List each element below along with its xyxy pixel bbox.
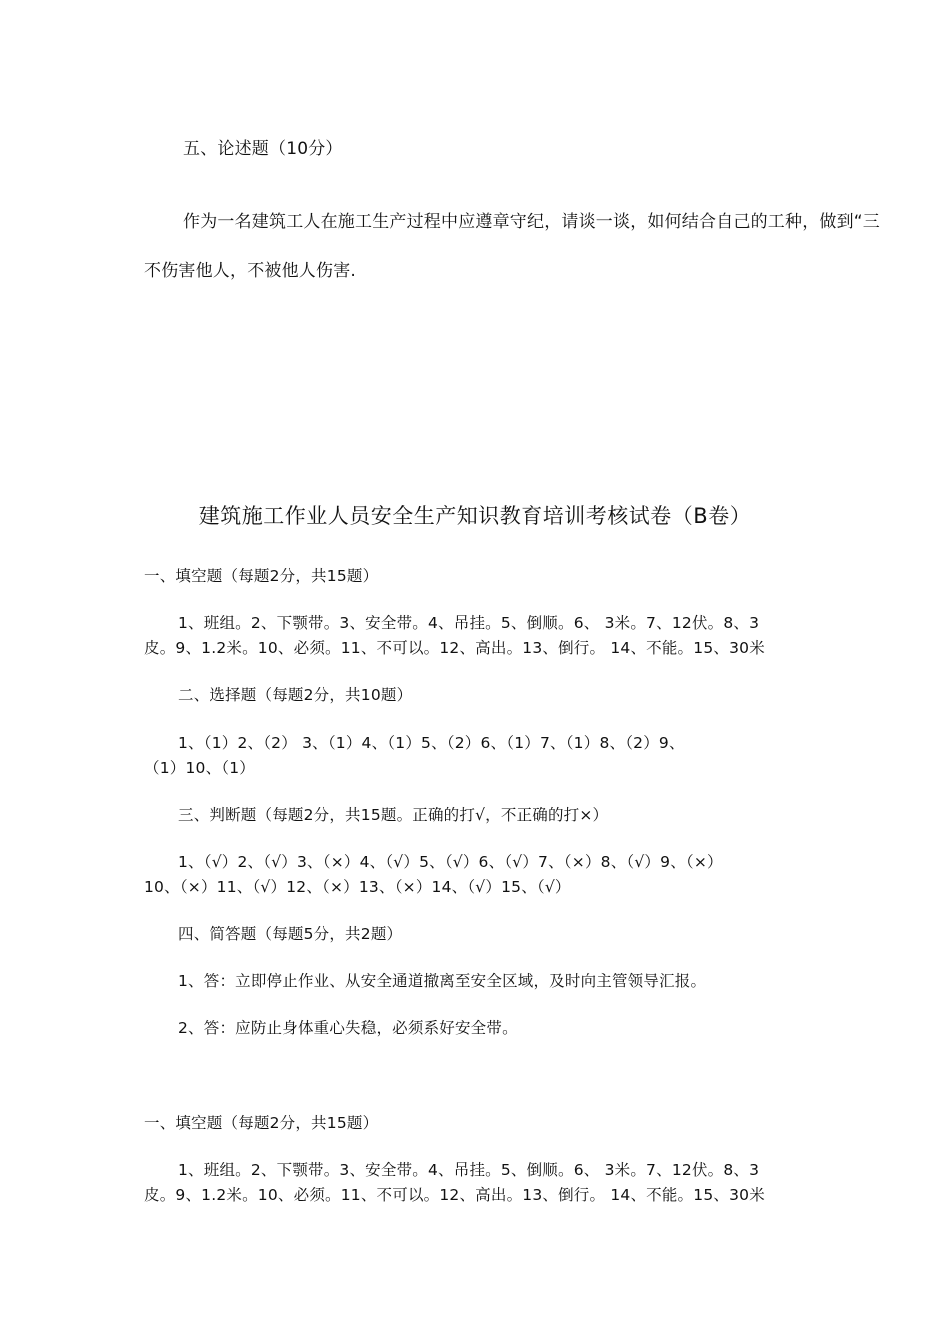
fill-heading: 一、填空题（每题2分，共15题） [144,567,379,585]
short-answer-heading: 四、简答题（每题5分，共2题） [178,925,403,943]
short-answer-1: 1、答：立即停止作业、从安全通道撤离至安全区域，及时向主管领导汇报。 [178,972,707,990]
judge-heading: 三、判断题（每题2分，共15题。正确的打√，不正确的打×） [178,806,609,824]
essay-heading: 五、论述题（10分） [183,139,343,159]
repeat-fill-answers-line-2: 皮。9、1.2米。10、必须。11、不可以。12、高出。13、倒行。 14、不能。15、30米 [144,1186,765,1204]
essay-body-line-1: 作为一名建筑工人在施工生产过程中应遵章守纪，请谈一谈，如何结合自己的工种，做到“三 [183,212,881,232]
exam-title: 建筑施工作业人员安全生产知识教育培训考核试卷（B卷） [198,504,752,528]
judge-answers-line-2: 10、（×）11、（√）12、（×）13、（×）14、（√）15、（√） [144,878,571,896]
fill-answers-line-1: 1、班组。2、下颚带。3、安全带。4、吊挂。5、倒顺。6、 3米。7、12伏。8、3 [178,614,760,632]
choice-heading: 二、选择题（每题2分，共10题） [178,686,413,704]
essay-body-line-2: 不伤害他人，不被他人伤害. [144,261,357,281]
repeat-fill-answers-line-1: 1、班组。2、下颚带。3、安全带。4、吊挂。5、倒顺。6、 3米。7、12伏。8、3 [178,1161,760,1179]
short-answer-2: 2、答：应防止身体重心失稳，必须系好安全带。 [178,1019,518,1037]
choice-answers-line-1: 1、（1）2、（2） 3、（1）4、（1）5、（2）6、（1）7、（1）8、（2）9、 [178,734,685,752]
judge-answers-line-1: 1、（√）2、（√）3、（×）4、（√）5、（√）6、（√）7、（×）8、（√）9、（×） [178,853,723,871]
repeat-fill-heading: 一、填空题（每题2分，共15题） [144,1114,379,1132]
choice-answers-line-2: （1）10、（1） [144,759,255,777]
fill-answers-line-2: 皮。9、1.2米。10、必须。11、不可以。12、高出。13、倒行。 14、不能。15、30米 [144,639,765,657]
